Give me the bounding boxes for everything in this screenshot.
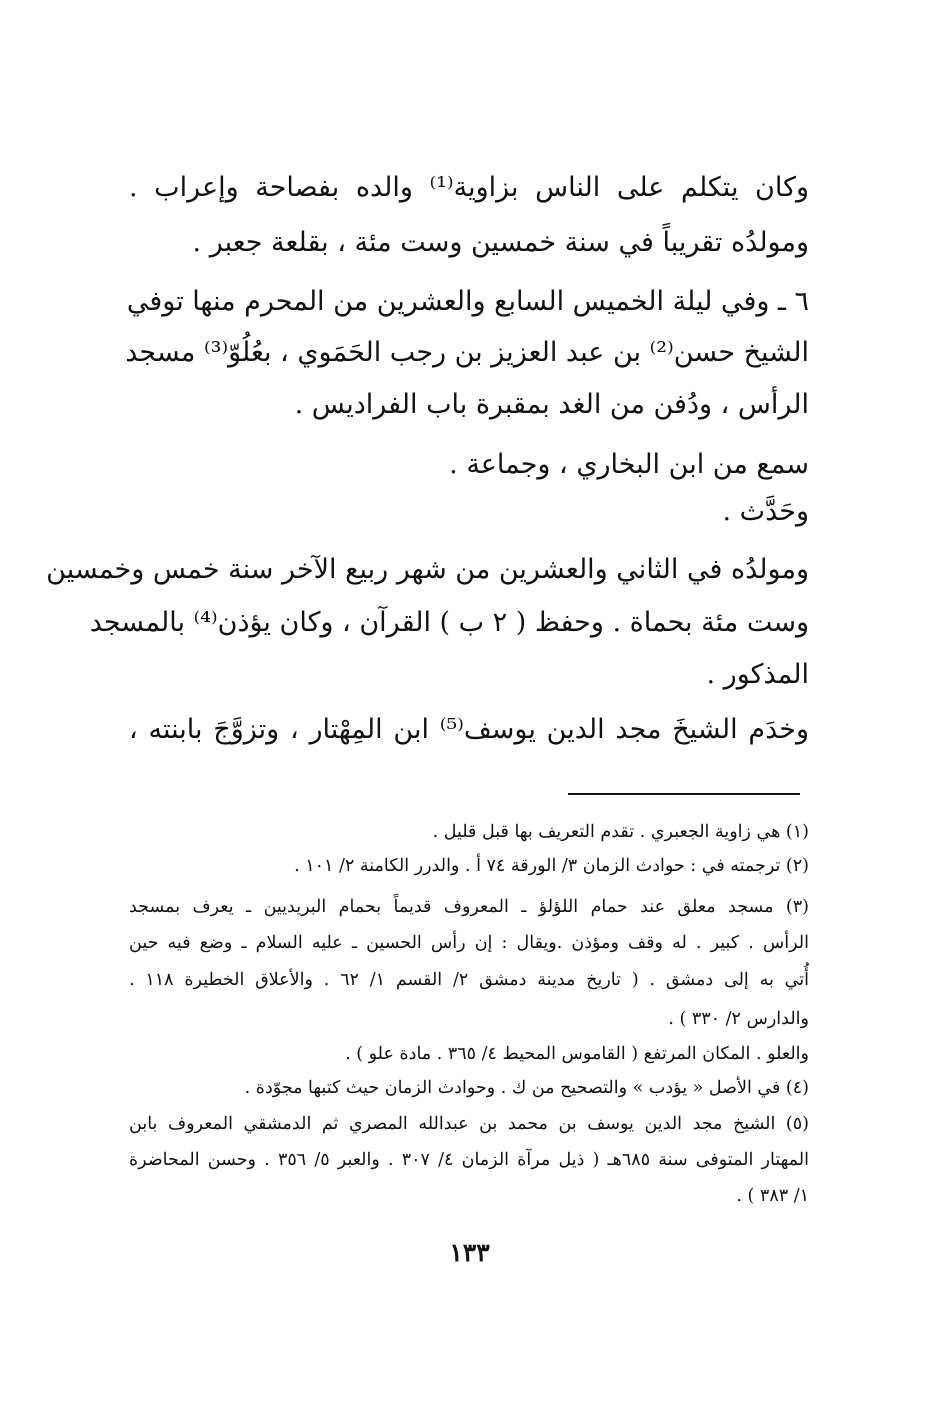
body-line-10: المذكور . — [706, 659, 809, 690]
footnote-line-6: والدارس ٢/ ٣٣٠ ) . — [668, 1009, 809, 1029]
body-line-6: سمع من ابن البخاري ، وجماعة . — [449, 449, 809, 480]
body-line-4: الشيخ حسن⁽²⁾ بن عبد العزيز بن رجب الحَمَوي ، بعُلُوّ⁽³⁾ مسجد — [125, 337, 809, 368]
body-line-3: ٦ ـ وفي ليلة الخميس السابع والعشرين من المحرم منها توفي — [126, 286, 809, 317]
footnote-line-8: (٤) في الأصل « يؤدب » والتصحيح من ك . وحوادث الزمان حيث كتبها مجوّدة . — [244, 1078, 809, 1098]
footnote-line-1: (١) هي زاوية الجعبري . تقدم التعريف بها قبل قليل . — [432, 822, 809, 842]
footnote-line-10: المهتار المتوفى سنة ٦٨٥هـ ( ذيل مرآة الزمان ٤/ ٣٠٧ . والعبر ٥/ ٣٥٦ . وحسن المحاضرة — [129, 1150, 809, 1170]
body-line-11: وخدَم الشيخَ مجد الدين يوسف⁽⁵⁾ ابن المِهْتار ، وتزوَّجَ بابنته ، — [129, 714, 809, 745]
footnote-separator — [568, 793, 800, 795]
body-line-2: ومولدُه تقريباً في سنة خمسين وست مئة ، بقلعة جعبر . — [192, 227, 809, 258]
body-line-1: وكان يتكلم على الناس بزاوية⁽¹⁾ والده بفصاحة وإعراب . — [129, 172, 810, 203]
body-line-9: وست مئة بحماة . وحفظ ( ٢ ب ) القرآن ، وكان يؤذن⁽⁴⁾ بالمسجد — [89, 607, 809, 638]
body-line-5: الرأس ، ودُفن من الغد بمقبرة باب الفراديس . — [294, 389, 809, 420]
page-number: ١٣٣ — [449, 1238, 490, 1267]
footnote-line-7: والعلو . المكان المرتفع ( القاموس المحيط ٤/ ٣٦٥ . مادة علو ) . — [345, 1044, 809, 1064]
footnote-line-3: (٣) مسجد معلق عند حمام اللؤلؤ ـ المعروف قديماً بحمام البريديين ـ يعرف بمسجد — [129, 897, 809, 917]
footnote-line-5: أُتي به إلى دمشق . ( تاريخ مدينة دمشق ٢/ القسم ١/ ٦٢ . والأعلاق الخطيرة ١١٨ . — [129, 970, 809, 990]
body-line-8: ومولدُه في الثاني والعشرين من شهر ربيع الآخر سنة خمس وخمسين — [46, 554, 809, 585]
footnote-line-11: ١/ ٣٨٣ ) . — [736, 1186, 809, 1206]
footnote-line-4: الرأس . كبير . له وقف ومؤذن .ويقال : إن رأس الحسين ـ عليه السلام ـ وضع فيه حين — [129, 933, 809, 953]
footnote-line-2: (٢) ترجمته في : حوادث الزمان ٣/ الورقة ٧٤ أ . والدرر الكامنة ٢/ ١٠١ . — [294, 856, 809, 876]
footnote-line-9: (٥) الشيخ مجد الدين يوسف بن محمد بن عبدالله المصري ثم الدمشقي المعروف بابن — [129, 1114, 809, 1134]
body-line-7: وحَدَّث . — [722, 496, 809, 527]
